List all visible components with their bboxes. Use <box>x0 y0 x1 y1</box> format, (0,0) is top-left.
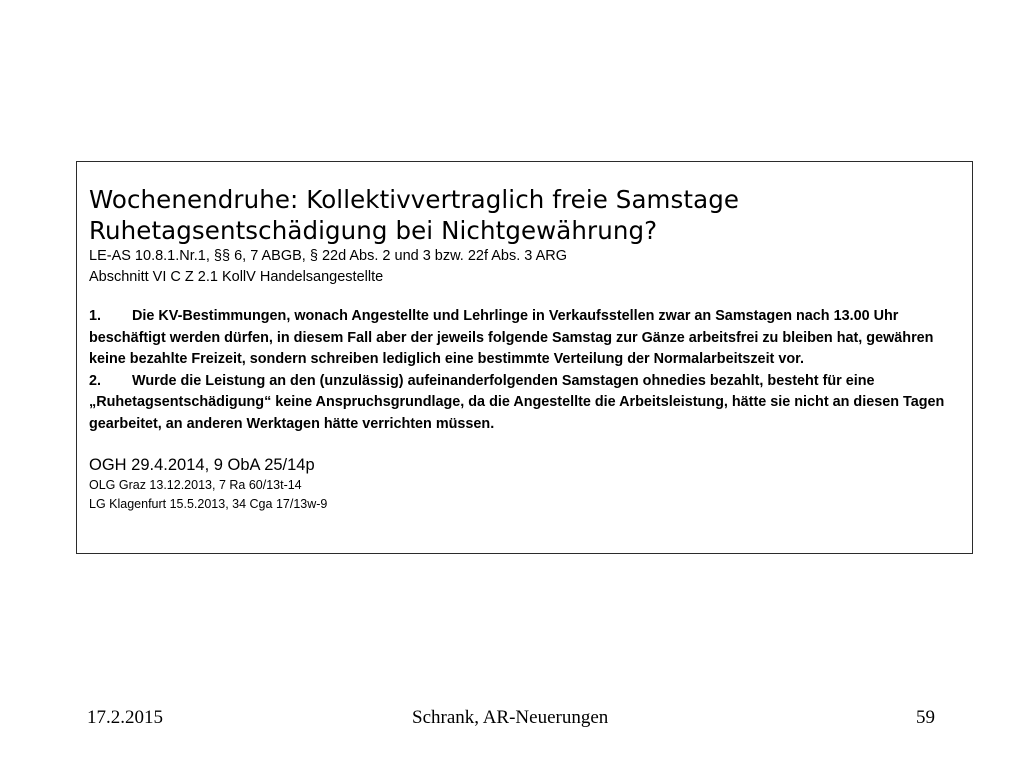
ruling-item-2 <box>89 371 974 436</box>
ruling-text: Wurde die Leistung an den (unzulässig) aufeinanderfolgenden Samstagen ohnedies bezahlt, besteht für eine „Ruhetagsentschädigung“ keine Anspruchsgrundlage, da die Angestellte die Arbeitsleistung, hätte sie nicht an diesen Tagen gearbeitet, an anderen Werktagen hätte verrichten müssen. <box>89 372 945 432</box>
slide-title-line-2: Ruhetagsentschädigung bei Nichtgewährung? <box>89 216 658 245</box>
footer-date: 17.2.2015 <box>87 707 163 728</box>
ruling-list <box>89 306 974 435</box>
lower-court-citation-2: LG Klagenfurt 15.5.2013, 34 Cga 17/13w-9 <box>89 497 328 511</box>
lower-court-citation-1: OLG Graz 13.12.2013, 7 Ra 60/13t-14 <box>89 478 302 492</box>
page-number: 59 <box>916 707 935 728</box>
legal-reference-line-2: Abschnitt VI C Z 2.1 KollV Handelsangestellte <box>89 269 384 285</box>
legal-reference-line-1: LE-AS 10.8.1.Nr.1, §§ 6, 7 ABGB, § 22d Abs. 2 und 3 bzw. 22f Abs. 3 ARG <box>89 248 567 264</box>
ruling-item-1 <box>89 306 974 371</box>
supreme-court-citation: OGH 29.4.2014, 9 ObA 25/14p <box>89 456 315 474</box>
content-box <box>76 161 973 554</box>
spacer <box>89 435 972 455</box>
footer-title: Schrank, AR-Neuerungen <box>412 707 609 728</box>
spacer <box>89 288 972 306</box>
ruling-text: Die KV-Bestimmungen, wonach Angestellte und Lehrlinge in Verkaufsstellen zwar an Samstagen nach 13.00 Uhr beschäftigt werden dürfen, in diesem Fall aber der jeweils folgende Samstag zur Gänze arbeitsfrei zu bleiben hat, gewähren keine bezahlte Freizeit, sondern schreiben lediglich eine bestimmte Verteilung der Normalarbeitszeit vor. <box>89 308 934 367</box>
ruling-number: 2. <box>89 372 102 389</box>
slide-title-line-1: Wochenendruhe: Kollektivvertraglich freie Samstage <box>89 185 740 214</box>
ruling-number: 1. <box>89 308 102 324</box>
